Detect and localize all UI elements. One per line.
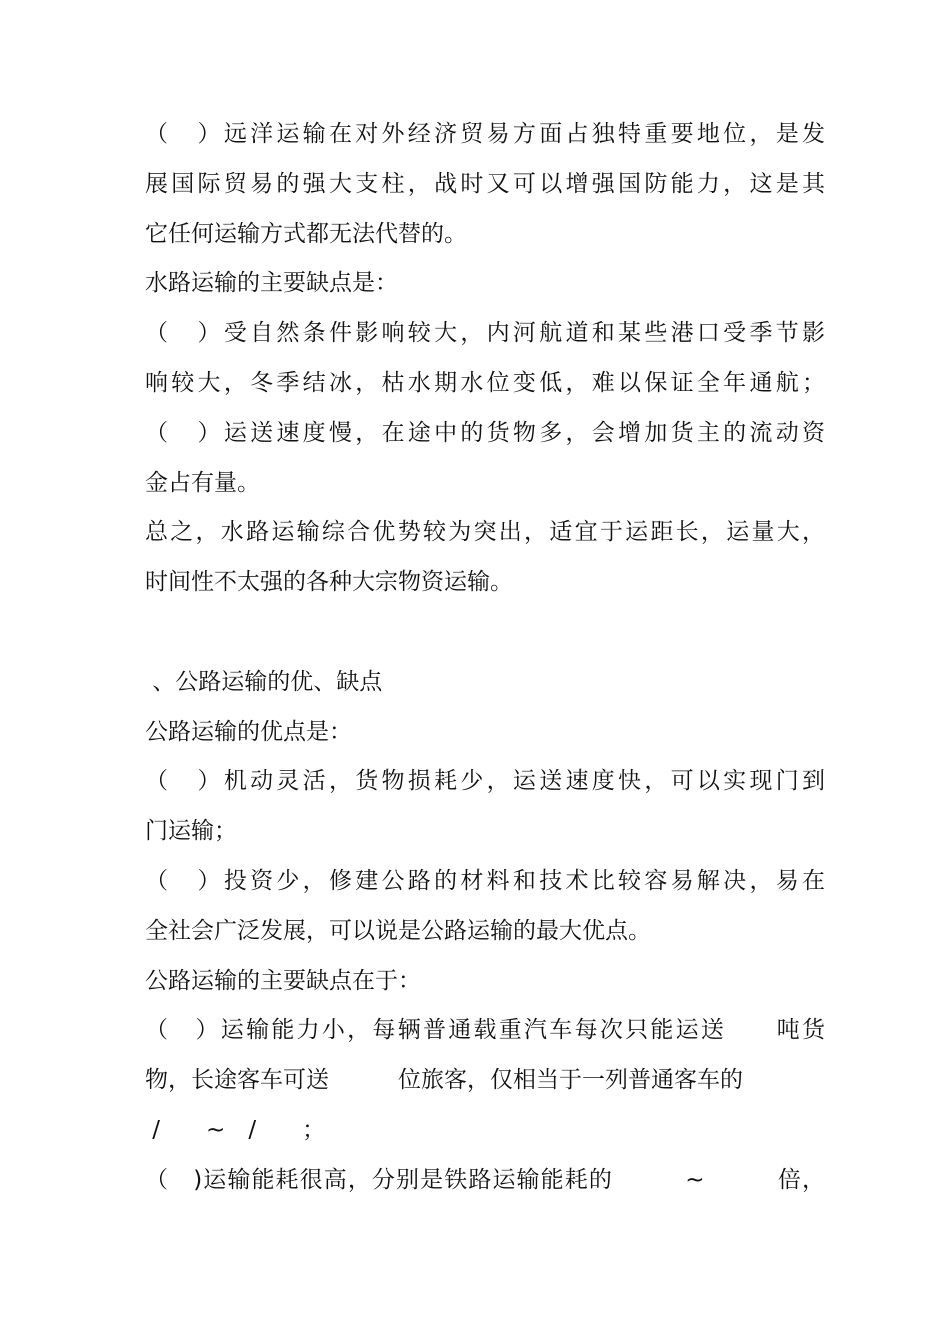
text-line: / ~ / ； <box>145 1116 326 1143</box>
document-body <box>145 110 825 1206</box>
text-line: （ )运输能耗很高，分别是铁路运输能耗的 ~ 倍， <box>145 1166 825 1193</box>
text-line: 公路运输的主要缺点在于： <box>145 967 421 994</box>
text-line: （ ）远洋运输在对外经济贸易方面占独特重要地位，是发 <box>145 121 825 147</box>
text-line: 总之，水路运输综合优势较为突出，适宜于运距长，运量大， <box>145 519 825 546</box>
blank-line <box>145 608 825 658</box>
text-line: 门运输； <box>145 818 237 845</box>
text-line: （ ）运送速度慢，在途中的货物多，会增加货主的流动资 <box>145 419 825 446</box>
text-line: （ ）机动灵活，货物损耗少，运送速度快，可以实现门到 <box>145 768 825 795</box>
text-line: 水路运输的主要缺点是： <box>145 270 398 297</box>
text-line: 公路运输的优点是： <box>145 718 352 745</box>
text-line: 响较大，冬季结冰，枯水期水位变低，难以保证全年通航； <box>145 369 825 396</box>
text-line: （ ）运输能力小，每辆普通载重汽车每次只能运送 吨货 <box>145 1017 825 1044</box>
text-line: 全社会广泛发展，可以说是公路运输的最大优点。 <box>145 917 651 944</box>
text-line: 物，长途客车可送 位旅客，仅相当于一列普通客车的 <box>145 1067 743 1094</box>
text-line: 它任何运输方式都无法代替的。 <box>145 220 467 247</box>
text-line: （ ）受自然条件影响较大，内河航道和某些港口受季节影 <box>145 320 825 347</box>
text-line: 、公路运输的优、缺点 <box>145 668 383 695</box>
text-line: 金占有量。 <box>145 469 260 496</box>
text-line: （ ）投资少，修建公路的材料和技术比较容易解决，易在 <box>145 867 825 894</box>
text-line: 时间性不太强的各种大宗物资运输。 <box>145 569 513 596</box>
text-line: 展国际贸易的强大支柱，战时又可以增强国防能力，这是其 <box>145 170 825 197</box>
